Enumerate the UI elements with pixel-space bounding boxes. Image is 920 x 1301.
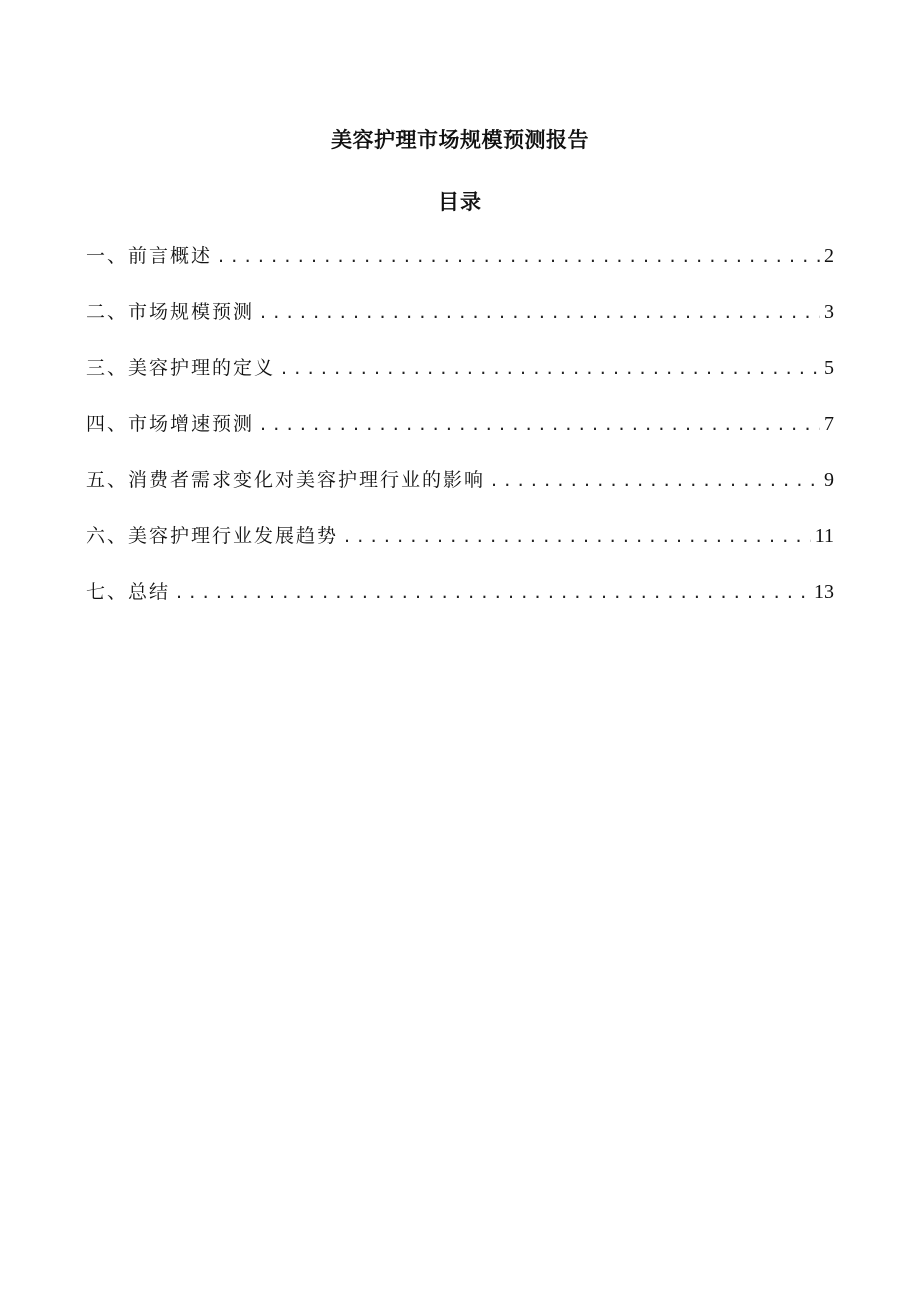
- document-title: 美容护理市场规模预测报告: [331, 128, 589, 152]
- toc-entry-definition[interactable]: [86, 353, 834, 409]
- toc-heading: 目录: [438, 190, 482, 214]
- toc-page-number: 2: [824, 245, 834, 267]
- toc-page-number: 11: [814, 525, 834, 547]
- toc-leader-dots: [260, 301, 820, 323]
- toc-leader-dots: [281, 357, 820, 379]
- toc-page-number: 3: [824, 301, 834, 323]
- toc-page-number: 13: [814, 581, 834, 603]
- toc-entry-label: 七、总结: [86, 581, 171, 603]
- toc-leader-dots: [491, 469, 820, 491]
- toc-leader-dots: [344, 525, 811, 547]
- toc-leader-dots: [260, 413, 820, 435]
- toc-leader-dots: [176, 581, 810, 603]
- toc-page-number: 7: [824, 413, 834, 435]
- toc-page-number: 9: [824, 469, 834, 491]
- toc-page-number: 5: [824, 357, 834, 379]
- table-of-contents: [86, 241, 834, 633]
- toc-entry-label: 四、市场增速预测: [86, 413, 255, 435]
- toc-entry-label: 五、消费者需求变化对美容护理行业的影响: [86, 469, 486, 491]
- toc-entry-label: 三、美容护理的定义: [86, 357, 276, 379]
- toc-entry-industry-trends[interactable]: [86, 521, 834, 577]
- toc-entry-market-size-forecast[interactable]: [86, 297, 834, 353]
- toc-leader-dots: [218, 245, 820, 267]
- toc-entry-label: 六、美容护理行业发展趋势: [86, 525, 339, 547]
- toc-entry-summary[interactable]: [86, 577, 834, 633]
- toc-entry-consumer-demand[interactable]: [86, 465, 834, 521]
- toc-entry-label: 二、市场规模预测: [86, 301, 255, 323]
- toc-entry-label: 一、前言概述: [86, 245, 213, 267]
- toc-entry-growth-forecast[interactable]: [86, 409, 834, 465]
- toc-entry-preface[interactable]: [86, 241, 834, 297]
